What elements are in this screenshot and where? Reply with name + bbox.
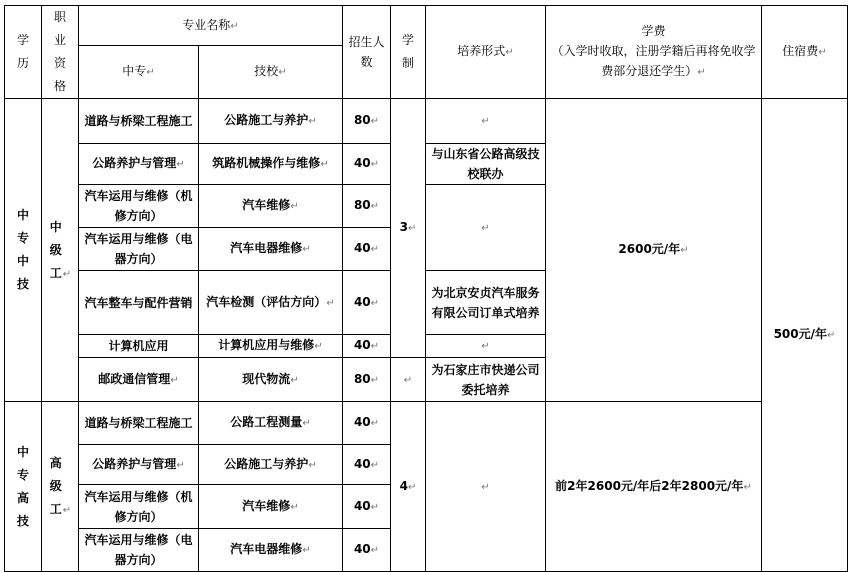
group2-qualification: 高级工↵: [42, 402, 79, 572]
dorm-fee: 500元/年↵: [762, 99, 848, 572]
header-tuition: [546, 6, 762, 99]
group1-row5-secondary: 汽车整车与配件营销: [79, 271, 199, 335]
group2-training: ↵: [426, 402, 546, 572]
group1-row6-enrollment: 40↵: [343, 335, 391, 358]
group1-row5-technical: 汽车检测（评估方向）↵: [199, 271, 343, 335]
group2-row1-secondary: 道路与桥梁工程施工: [79, 402, 199, 445]
group2-row2-secondary: 公路养护与管理↵: [79, 445, 199, 485]
group2-row3-technical: 汽车维修↵: [199, 485, 343, 529]
group1-row3-secondary: 汽车运用与维修（机修方向）: [79, 185, 199, 228]
group2-row1-enrollment: 40↵: [343, 402, 391, 445]
group2-row2-technical: 公路施工与养护↵: [199, 445, 343, 485]
header-major-name: 专业名称↵: [79, 6, 343, 46]
group1-row7-secondary: 邮政通信管理↵: [79, 358, 199, 402]
group1-qualification: 中级工↵: [42, 99, 79, 402]
header-tuition-title: 学费: [641, 24, 666, 38]
group1-row6-secondary: 计算机应用: [79, 335, 199, 358]
header-technical: 技校↵: [199, 46, 343, 99]
group1-row2-technical: 筑路机械操作与维修↵: [199, 144, 343, 185]
group2-tuition: 前2年2600元/年后2年2800元/年↵: [546, 402, 762, 572]
group1-row6-training: ↵: [426, 335, 546, 358]
group1-row4-technical: 汽车电器维修↵: [199, 228, 343, 271]
header-secondary: 中专↵: [79, 46, 199, 99]
group1-row1-secondary: 道路与桥梁工程施工: [79, 99, 199, 144]
group2-duration: 4↵: [391, 402, 426, 572]
group2-row1-technical: 公路工程测量↵: [199, 402, 343, 445]
group2-education: 中专高技: [5, 402, 42, 572]
group1-duration: 3↵: [391, 99, 426, 358]
group1-row2-enrollment: 40↵: [343, 144, 391, 185]
group1-education: 中专中技: [5, 99, 42, 402]
group2-row4-secondary: 汽车运用与维修（电器方向）: [79, 529, 199, 572]
group1-row5-enrollment: 40↵: [343, 271, 391, 335]
group1-row3-enrollment: 80↵: [343, 185, 391, 228]
group1-row6-technical: 计算机应用与维修↵: [199, 335, 343, 358]
group1-row1-enrollment: 80↵: [343, 99, 391, 144]
group1-row7-enrollment: 80↵: [343, 358, 391, 402]
group1-row1-training: ↵: [426, 99, 546, 144]
group1-tuition: 2600元/年↵: [546, 99, 762, 402]
group2-row4-enrollment: 40↵: [343, 529, 391, 572]
group1-row4-secondary: 汽车运用与维修（电器方向）: [79, 228, 199, 271]
enrollment-table: [4, 5, 848, 572]
header-dorm-fee: 住宿费↵: [762, 6, 848, 99]
group1-row3-training: ↵: [426, 185, 546, 271]
group1-row5-training: 为北京安贞汽车服务有限公司订单式培养: [426, 271, 546, 335]
group2-row2-enrollment: 40↵: [343, 445, 391, 485]
group1-row2-training: 与山东省公路高级技校联办: [426, 144, 546, 185]
group2-row3-secondary: 汽车运用与维修（机修方向）: [79, 485, 199, 529]
group1-row1-technical: 公路施工与养护↵: [199, 99, 343, 144]
header-training-mode: 培养形式↵: [426, 6, 546, 99]
header-education: 学历: [5, 6, 42, 99]
group2-row4-technical: 汽车电器维修↵: [199, 529, 343, 572]
header-tuition-note: （入学时收取，注册学籍后再将免收学费部分退还学生）↵: [551, 44, 756, 78]
group1-row7-technical: 现代物流↵: [199, 358, 343, 402]
header-duration: 学制: [391, 6, 426, 99]
group1-row3-technical: 汽车维修↵: [199, 185, 343, 228]
group2-row3-enrollment: 40↵: [343, 485, 391, 529]
group1-row2-secondary: 公路养护与管理↵: [79, 144, 199, 185]
group1-row4-enrollment: 40↵: [343, 228, 391, 271]
group1-row7-duration: ↵: [391, 358, 426, 402]
header-qualification: 职业资格: [42, 6, 79, 99]
header-enrollment: 招生人数: [343, 6, 391, 99]
group1-row7-training: 为石家庄市快递公司委托培养: [426, 358, 546, 402]
